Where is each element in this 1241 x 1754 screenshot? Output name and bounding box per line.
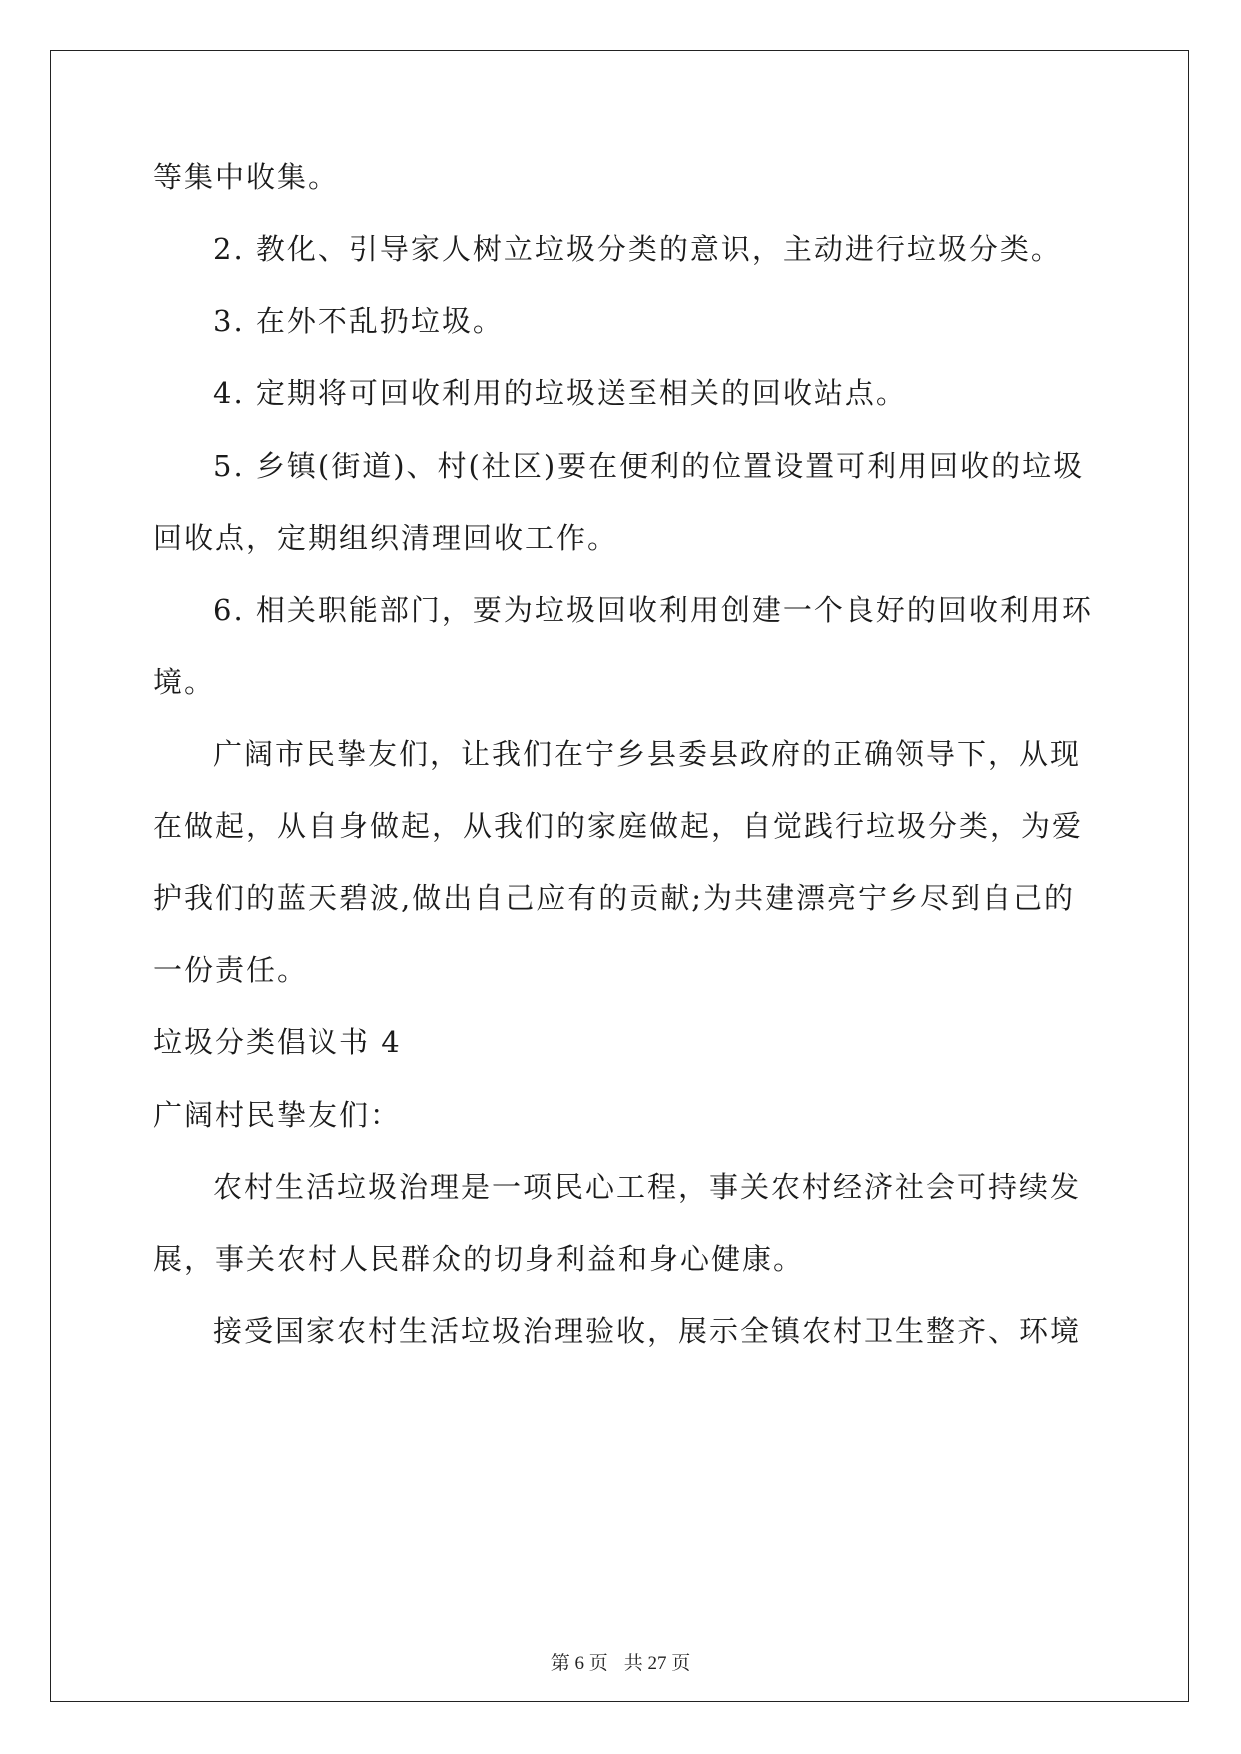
list-item-4: 4. 定期将可回收利用的垃圾送至相关的回收站点。 [213,376,907,410]
page-total: 共 27 页 [623,1653,691,1674]
body-paragraph: 农村生活垃圾治理是一项民心工程，事关农村经济社会可持续发 [213,1170,1082,1204]
page-footer [0,1652,1241,1676]
list-item-3: 3. 在外不乱扔垃圾。 [213,304,504,338]
list-item-5: 5. 乡镇(街道)、村(社区)要在便利的位置设置可利用回收的垃圾 [213,449,1085,483]
body-text-line: 境。 [153,665,216,699]
body-text-line: 在做起，从自身做起，从我们的家庭做起，自觉践行垃圾分类，为爱 [153,809,1084,843]
list-item-2: 2. 教化、引导家人树立垃圾分类的意识，主动进行垃圾分类。 [213,232,1062,266]
page-border [50,50,1189,1702]
page-number: 第 6 页 [550,1653,608,1674]
body-paragraph: 接受国家农村生活垃圾治理验收，展示全镇农村卫生整齐、环境 [213,1314,1082,1348]
body-text-line: 一份责任。 [153,953,309,987]
list-item-6: 6. 相关职能部门，要为垃圾回收利用创建一个良好的回收利用环 [213,593,1093,627]
section-heading: 垃圾分类倡议书 4 [153,1025,402,1059]
body-text-line: 等集中收集。 [153,160,340,194]
body-text-line: 护我们的蓝天碧波,做出自己应有的贡献;为共建漂亮宁乡尽到自己的 [153,881,1075,915]
body-paragraph: 广阔市民挚友们，让我们在宁乡县委县政府的正确领导下，从现 [213,737,1082,771]
body-text-line: 回收点，定期组织清理回收工作。 [153,521,619,555]
salutation: 广阔村民挚友们： [153,1098,402,1132]
body-text-line: 展，事关农村人民群众的切身利益和身心健康。 [153,1242,805,1276]
